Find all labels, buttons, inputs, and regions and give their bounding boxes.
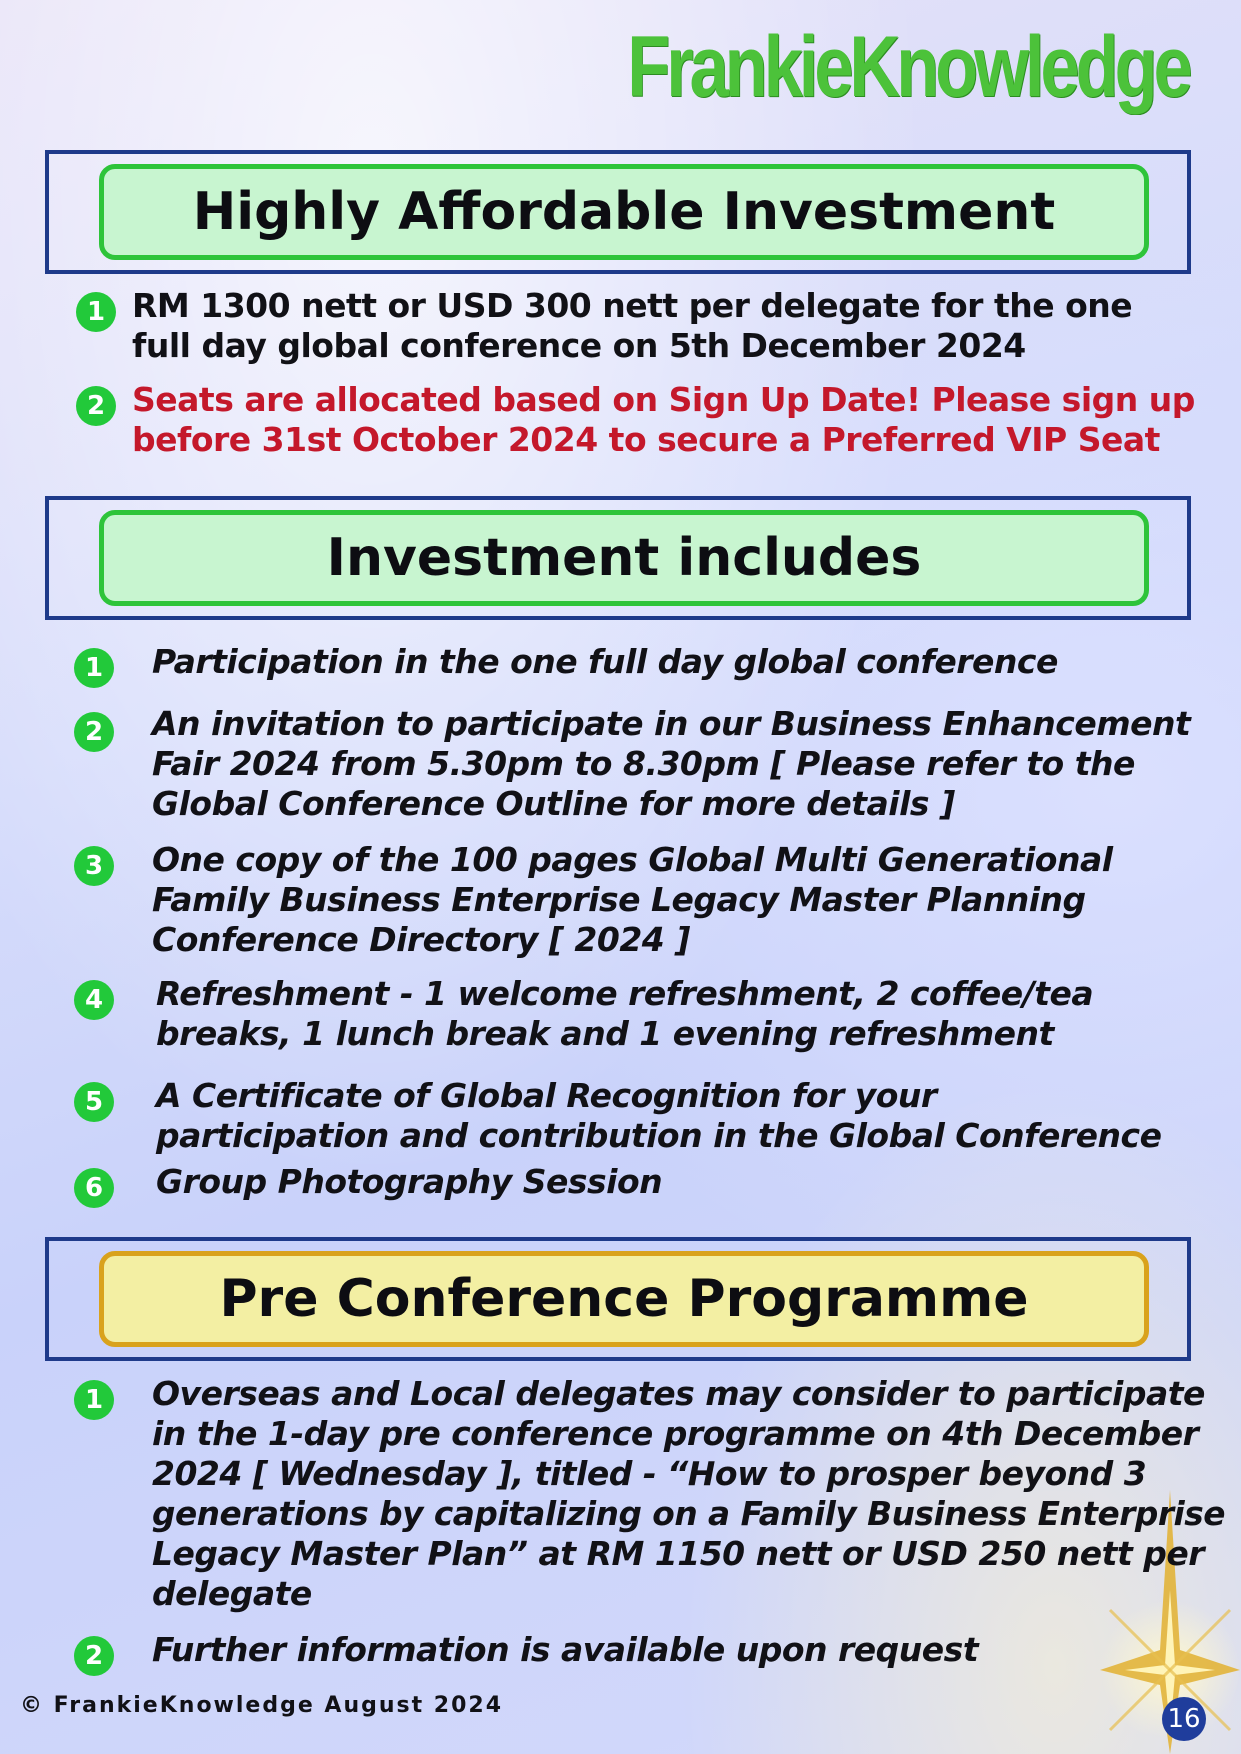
number-badge: 1 bbox=[76, 292, 116, 332]
section-preconference-title: Pre Conference Programme bbox=[99, 1251, 1149, 1347]
section-includes-frame bbox=[45, 496, 1191, 620]
item-line: One copy of the 100 pages Global Multi Generational bbox=[152, 840, 1113, 879]
number-badge: 6 bbox=[74, 1168, 114, 1208]
item-line: Global Conference Outline for more details ] bbox=[152, 784, 955, 823]
item-line: Fair 2024 from 5.30pm to 8.30pm [ Please refer to the bbox=[152, 744, 1135, 783]
item-line: generations by capitalizing on a Family Business Enterprise bbox=[152, 1494, 1225, 1533]
item-line: Family Business Enterprise Legacy Master Planning bbox=[152, 880, 1086, 919]
copyright-footer: © FrankieKnowledge August 2024 bbox=[20, 1693, 504, 1718]
section-includes-title: Investment includes bbox=[99, 510, 1149, 606]
item-line: RM 1300 nett or USD 300 nett per delegate for the one bbox=[132, 286, 1133, 325]
item-line: participation and contribution in the Global Conference bbox=[156, 1116, 1162, 1155]
item-line: Overseas and Local delegates may consider to participate bbox=[152, 1374, 1205, 1413]
item-line: full day global conference on 5th December 2024 bbox=[132, 326, 1026, 365]
item-line: breaks, 1 lunch break and 1 evening refreshment bbox=[156, 1014, 1054, 1053]
section-preconference-frame bbox=[45, 1237, 1191, 1361]
item-line: 2024 [ Wednesday ], titled - “How to prosper beyond 3 bbox=[152, 1454, 1147, 1493]
item-line: Participation in the one full day global conference bbox=[152, 642, 1058, 681]
item-line: delegate bbox=[152, 1574, 312, 1613]
number-badge: 1 bbox=[74, 648, 114, 688]
number-badge: 2 bbox=[74, 712, 114, 752]
number-badge: 2 bbox=[74, 1636, 114, 1676]
number-badge: 5 bbox=[74, 1082, 114, 1122]
brand-logo: FrankieKnowledge bbox=[627, 19, 1189, 115]
section-affordable-frame bbox=[45, 150, 1191, 274]
item-line: Further information is available upon request bbox=[152, 1630, 979, 1669]
item-line: Refreshment - 1 welcome refreshment, 2 coffee/tea bbox=[156, 974, 1094, 1013]
item-line: Legacy Master Plan” at RM 1150 nett or USD 250 nett per bbox=[152, 1534, 1204, 1573]
number-badge: 2 bbox=[76, 386, 116, 426]
page-number-badge: 16 bbox=[1162, 1697, 1206, 1741]
item-line: A Certificate of Global Recognition for your bbox=[156, 1076, 937, 1115]
item-line: Group Photography Session bbox=[156, 1162, 663, 1201]
alert-line: Seats are allocated based on Sign Up Date! Please sign up bbox=[132, 380, 1195, 419]
item-line: An invitation to participate in our Business Enhancement bbox=[152, 704, 1191, 743]
alert-line: before 31st October 2024 to secure a Preferred VIP Seat bbox=[132, 420, 1160, 459]
number-badge: 3 bbox=[74, 846, 114, 886]
number-badge: 4 bbox=[74, 980, 114, 1020]
item-line: in the 1-day pre conference programme on 4th December bbox=[152, 1414, 1199, 1453]
item-line: Conference Directory [ 2024 ] bbox=[152, 920, 690, 959]
section-affordable-title: Highly Affordable Investment bbox=[99, 164, 1149, 260]
number-badge: 1 bbox=[74, 1380, 114, 1420]
